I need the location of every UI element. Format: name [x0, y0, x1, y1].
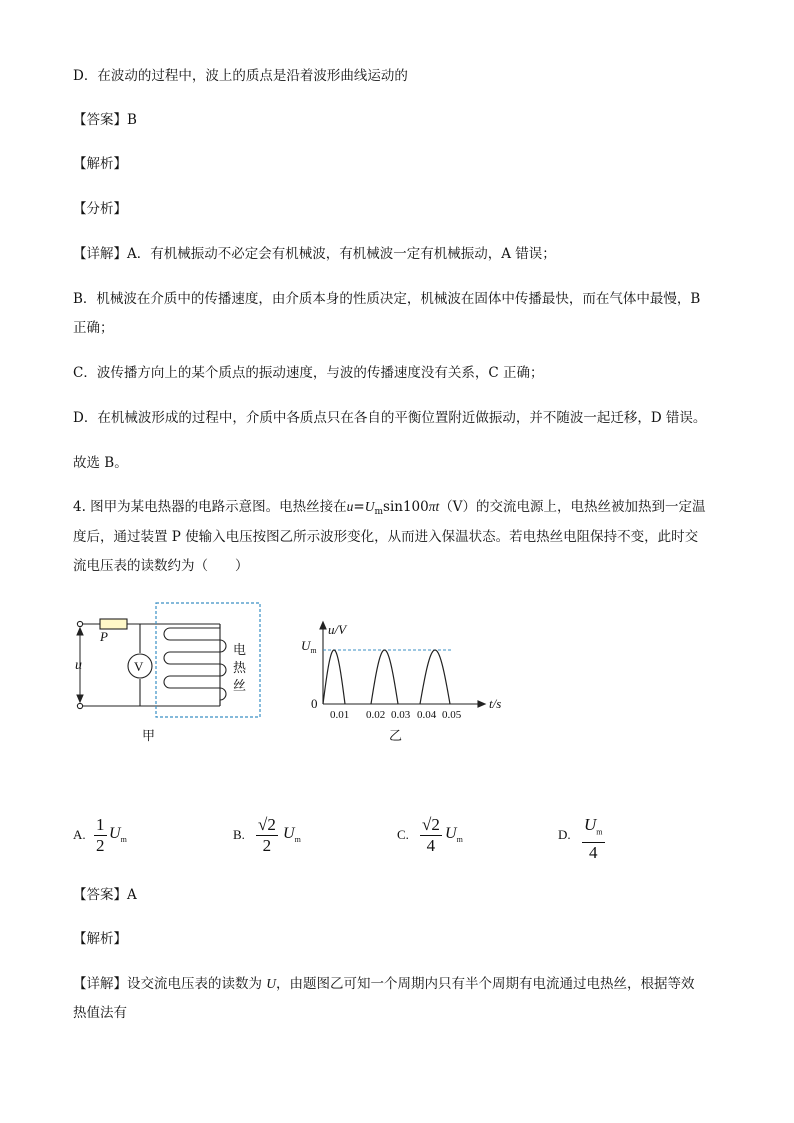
heater-label-3: 丝: [233, 679, 247, 694]
y-axis-label: u/V: [328, 622, 347, 637]
conclusion-line: 故选 B。: [73, 455, 128, 471]
voltmeter-label: V: [134, 659, 144, 674]
x-tick-label: 0.02: [366, 709, 386, 721]
detail-line-a: [73, 244, 556, 264]
question-sin: sin100: [383, 499, 429, 515]
option-d-fraction: [582, 815, 605, 863]
waveform-graph: [295, 618, 520, 748]
option-d[interactable]: [558, 815, 638, 863]
question-text-b: （V）的交流电源上，电热丝被加热到一定温: [439, 499, 706, 515]
y-peak-symbol: U: [301, 638, 311, 653]
option-a[interactable]: [73, 815, 153, 859]
terminal-bottom: [77, 703, 82, 708]
question-text-a: 4. 图甲为某电热器的电路示意图。电热丝接在: [73, 499, 347, 515]
option-a-num: 1: [96, 815, 105, 834]
question-eq: =: [353, 499, 365, 515]
x-tick-label: 0.04: [417, 709, 437, 721]
option-c[interactable]: [397, 815, 487, 859]
option-d-den: 4: [589, 843, 598, 863]
voltage-u-label: u: [75, 658, 82, 673]
option-d-num: $U_m$: [584, 815, 603, 837]
question-U: U: [364, 499, 375, 514]
detail2-symbol: U: [266, 976, 277, 991]
answer2-line: [73, 885, 137, 905]
detail2-line-1: [73, 974, 695, 994]
option-b-den: 2: [262, 836, 272, 855]
x-axis-label: t/s: [489, 696, 502, 711]
option-d-statement: D．在波动的过程中，波上的质点是沿着波形曲线运动的: [73, 68, 408, 84]
option-b-fraction: [256, 815, 278, 856]
option-c-um: $U_m$: [445, 825, 463, 845]
option-c-label: C.: [397, 827, 409, 842]
option-d-label: D.: [558, 827, 571, 842]
question-pi-t: πt: [428, 499, 440, 514]
option-b-num: √2: [258, 815, 276, 834]
option-b[interactable]: [233, 815, 323, 859]
circuit-caption: 甲: [142, 729, 156, 744]
option-a-label: A.: [73, 827, 86, 842]
answer2-tag: 【答案】: [73, 887, 127, 903]
question-line-2: 度后，通过装置 P 使输入电压按图乙所示波形变化，从而进入保温状态。若电热丝电阻保持不变，此时交: [73, 529, 699, 545]
option-a-den: 2: [96, 836, 105, 855]
x-tick-label: 0.01: [330, 709, 350, 721]
option-c-fraction: [420, 815, 442, 856]
x-tick-label: 0.03: [391, 709, 411, 721]
waveform-hump-3: [420, 650, 450, 704]
heater-dashed-box: [156, 603, 260, 717]
x-tick-labels: [330, 709, 462, 721]
answer2-value: A: [127, 887, 137, 903]
detail2-line-2: 热值法有: [73, 1005, 127, 1021]
heater-label-2: 热: [233, 661, 247, 676]
question-u: u: [346, 499, 354, 514]
detail-line-b-cont: 正确；: [73, 320, 114, 336]
option-c-den: 4: [426, 836, 436, 855]
answer-line: [73, 110, 137, 130]
detail-line-c: C．波传播方向上的某个质点的振动速度，与波的传播速度没有关系，C 正确；: [73, 365, 544, 381]
circuit-diagram: [70, 598, 270, 748]
heater-label-1: 电: [233, 643, 247, 658]
detail2-text-a: 设交流电压表的读数为: [127, 976, 267, 992]
device-p: [100, 619, 127, 629]
analysis2-tag: 【解析】: [73, 931, 127, 947]
detail2-text-b: ，由题图乙可知一个周期内只有半个周期有电流通过电热丝，根据等效: [276, 976, 695, 992]
answer-tag: 【答案】: [73, 112, 127, 128]
option-a-fraction: [94, 815, 107, 856]
answer-value: B: [127, 112, 137, 128]
question-line-1: [73, 497, 706, 522]
detail-line-d: D．在机械波形成的过程中，介质中各质点只在各自的平衡位置附近做振动，并不随波一起迁移，D 错误。: [73, 410, 707, 426]
waveform-hump-2: [371, 650, 398, 704]
waveform-curves: [323, 650, 450, 704]
option-b-um: $U_m$: [283, 825, 301, 845]
y-peak-label: [301, 638, 317, 655]
analysis-sub-tag: 【分析】: [73, 201, 127, 217]
option-c-num: √2: [422, 815, 440, 834]
terminal-top: [77, 621, 82, 626]
detail-text-a: A．有机械振动不必定会有机械波，有机械波一定有机械振动，A 错误；: [127, 246, 556, 262]
device-p-label: P: [100, 629, 108, 644]
question-m: m: [374, 507, 384, 517]
analysis-tag: 【解析】: [73, 156, 127, 172]
origin-label: 0: [311, 696, 318, 711]
question-line-3: 流电压表的读数约为（ ）: [73, 558, 249, 574]
detail-line-b: B．机械波在介质中的传播速度，由介质本身的性质决定，机械波在固体中传播最快，而在气体中最慢，B: [73, 291, 701, 307]
option-a-um: $U_m$: [109, 825, 127, 845]
detail2-tag: 【详解】: [73, 976, 127, 992]
heating-wire: [164, 624, 226, 706]
y-peak-sub: m: [310, 646, 317, 655]
waveform-hump-1: [323, 650, 345, 704]
detail-tag: 【详解】: [73, 246, 127, 262]
graph-caption: 乙: [389, 729, 403, 744]
option-b-label: B.: [233, 827, 245, 842]
x-tick-label: 0.05: [442, 709, 462, 721]
